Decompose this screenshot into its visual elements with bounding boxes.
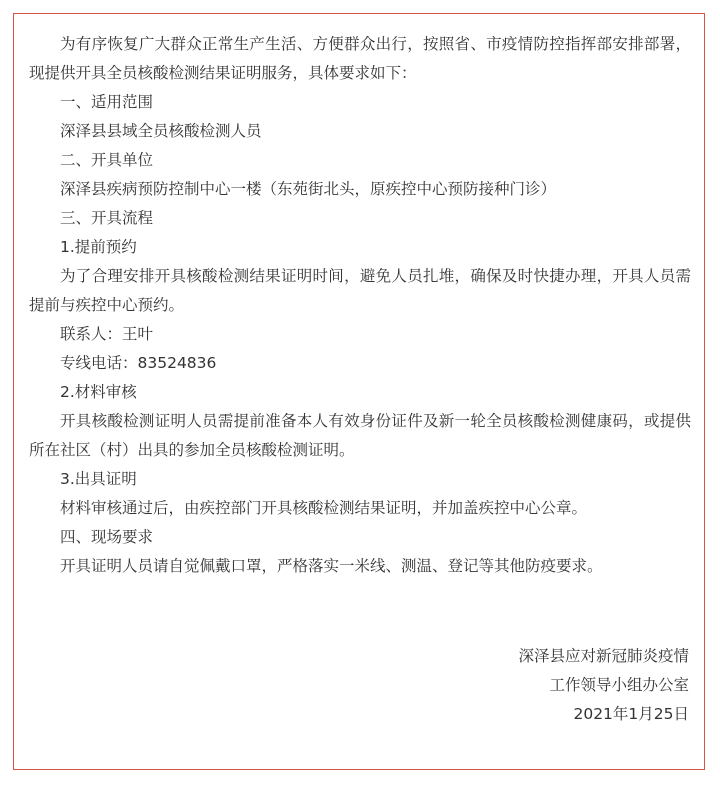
step-heading-review: 2.材料审核 bbox=[60, 383, 137, 401]
contact-person: 联系人：王叶 bbox=[60, 325, 154, 343]
issuer-text: 深泽县疾病预防控制中心一楼（东苑街北头，原疾控中心预防接种门诊） bbox=[60, 180, 557, 198]
section-heading-onsite: 四、现场要求 bbox=[60, 528, 154, 546]
signature-line-2: 工作领导小组办公室 bbox=[549, 676, 689, 694]
intro-paragraph: 为有序恢复广大群众正常生产生活、方便群众出行，按照省、市疫情防控指挥部安排部署，现提供开具全员核酸检测结果证明服务，具体要求如下： bbox=[29, 35, 691, 82]
notice-body bbox=[29, 30, 691, 581]
issue-text: 材料审核通过后，由疾控部门开具核酸检测结果证明，并加盖疾控中心公章。 bbox=[60, 499, 588, 517]
signature-line-1: 深泽县应对新冠肺炎疫情 bbox=[518, 647, 689, 665]
contact-phone: 专线电话：83524836 bbox=[60, 354, 217, 372]
scope-text: 深泽县县域全员核酸检测人员 bbox=[60, 122, 262, 140]
section-heading-process: 三、开具流程 bbox=[60, 209, 154, 227]
appointment-text: 为了合理安排开具核酸检测结果证明时间，避免人员扎堆，确保及时快捷办理，开具人员需提前与疾控中心预约。 bbox=[29, 267, 691, 314]
onsite-text: 开具证明人员请自觉佩戴口罩，严格落实一米线、测温、登记等其他防疫要求。 bbox=[60, 557, 603, 575]
signature-block bbox=[518, 642, 689, 729]
section-heading-issuer: 二、开具单位 bbox=[60, 151, 154, 169]
step-heading-appointment: 1.提前预约 bbox=[60, 238, 137, 256]
step-heading-issue: 3.出具证明 bbox=[60, 470, 137, 488]
review-text: 开具核酸检测证明人员需提前准备本人有效身份证件及新一轮全员核酸检测健康码，或提供所在社区（村）出具的参加全员核酸检测证明。 bbox=[29, 412, 691, 459]
section-heading-scope: 一、适用范围 bbox=[60, 93, 154, 111]
signature-date: 2021年1月25日 bbox=[573, 705, 689, 723]
